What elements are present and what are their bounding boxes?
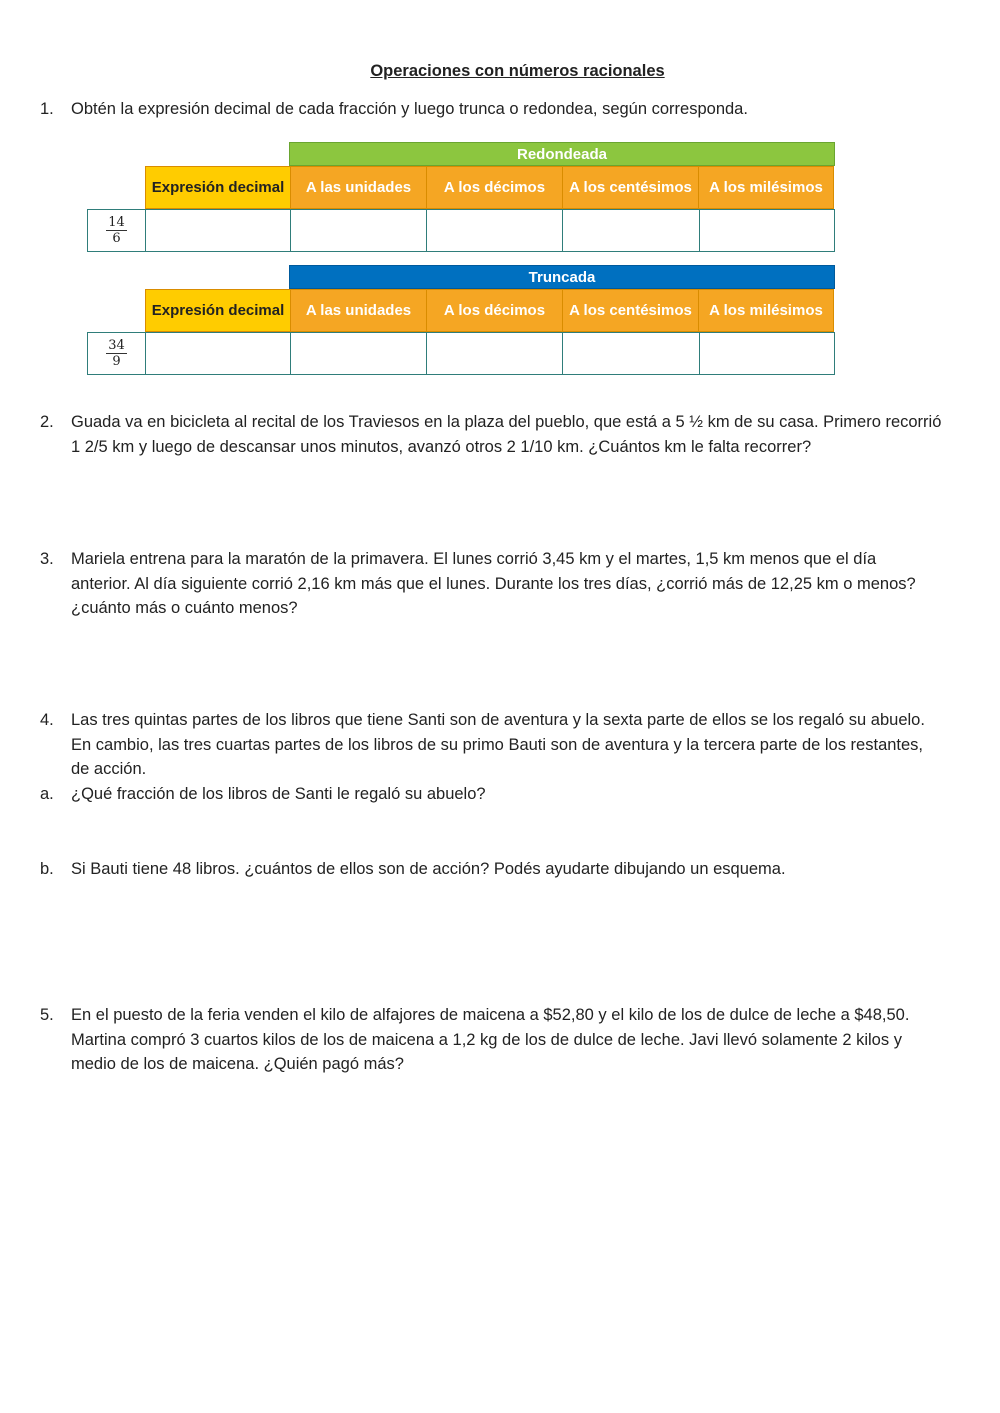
truncated-column-headers <box>145 289 834 332</box>
answer-cell-units[interactable] <box>290 332 426 375</box>
answer-cell-hundredths[interactable] <box>562 209 699 252</box>
text-line: Mariela entrena para la maratón de la primavera. El lunes corrió 3,45 km y el martes, 1,5 km menos que el día <box>71 550 877 568</box>
question-number: 5. <box>40 1006 54 1024</box>
rounded-column-headers <box>145 166 834 209</box>
question-number: 3. <box>40 550 54 568</box>
text-line: Guada va en bicicleta al recital de los Traviesos en la plaza del pueblo, que está a 5 ½ km de su casa. Primero recorrió <box>71 413 942 431</box>
fraction-cell <box>87 332 145 375</box>
question-number: 1. <box>40 100 54 118</box>
header-hundredths: A los centésimos <box>562 289 698 332</box>
fraction-numerator: 34 <box>108 338 125 353</box>
text-line: Martina compró 3 cuartos kilos de los de maicena a 1,2 kg de los de dulce de leche. Javi llevó solamente 2 kilos y <box>71 1030 902 1049</box>
subquestion-letter: b. <box>40 860 54 878</box>
answer-cell-thousandths[interactable] <box>699 332 835 375</box>
header-decimal-expression: Expresión decimal <box>145 289 290 332</box>
fraction <box>106 215 127 246</box>
question-text <box>71 547 955 621</box>
question-text <box>71 1003 955 1077</box>
text-line: Las tres quintas partes de los libros que tiene Santi son de aventura y la sexta parte de ellos se los regaló su abuelo. <box>71 711 925 729</box>
question-3 <box>40 547 955 621</box>
text-line: En cambio, las tres cuartas partes de los libros de su primo Bauti son de aventura y la tercera parte de los restantes, <box>71 735 924 754</box>
header-thousandths: A los milésimos <box>698 289 834 332</box>
text-line: 1 2/5 km y luego de descansar unos minutos, avanzó otros 2 1/10 km. ¿Cuántos km le falta recorrer? <box>71 437 812 456</box>
header-hundredths: A los centésimos <box>562 166 698 209</box>
subquestion-text: ¿Qué fracción de los libros de Santi le regaló su abuelo? <box>71 785 486 803</box>
subquestion-letter: a. <box>40 785 54 803</box>
truncated-data-row <box>87 332 835 375</box>
answer-cell-hundredths[interactable] <box>562 332 699 375</box>
fraction-denominator: 9 <box>112 354 121 369</box>
header-decimal-expression: Expresión decimal <box>145 166 290 209</box>
header-units: A las unidades <box>290 166 426 209</box>
truncated-table <box>87 265 835 375</box>
rounded-band-header: Redondeada <box>289 142 835 166</box>
fraction-cell <box>87 209 145 252</box>
question-5 <box>40 1003 955 1077</box>
question-text <box>71 410 955 459</box>
truncated-band-header: Truncada <box>289 265 835 289</box>
fraction <box>106 338 127 369</box>
text-line: anterior. Al día siguiente corrió 2,16 km más que el lunes. Durante los tres días, ¿corrió más de 12,25 km o menos? <box>71 574 916 593</box>
header-tenths: A los décimos <box>426 166 562 209</box>
question-text: Obtén la expresión decimal de cada fracción y luego trunca o redondea, según corresponda. <box>71 100 748 118</box>
text-line: medio de los de maicena. ¿Quién pagó más? <box>71 1055 404 1073</box>
answer-cell-units[interactable] <box>290 209 426 252</box>
rounded-table <box>87 142 835 252</box>
fraction-numerator: 14 <box>108 215 125 230</box>
question-4 <box>40 708 955 782</box>
question-number: 4. <box>40 711 54 729</box>
answer-cell-tenths[interactable] <box>426 332 562 375</box>
answer-cell-thousandths[interactable] <box>699 209 835 252</box>
question-text <box>71 708 955 782</box>
rounded-data-row <box>87 209 835 252</box>
answer-cell-decimal[interactable] <box>145 209 290 252</box>
answer-cell-tenths[interactable] <box>426 209 562 252</box>
text-line: de acción. <box>71 760 147 778</box>
text-line: ¿cuánto más o cuánto menos? <box>71 599 298 617</box>
page-title: Operaciones con números racionales <box>370 62 665 80</box>
header-units: A las unidades <box>290 289 426 332</box>
fraction-denominator: 6 <box>112 231 121 246</box>
question-4b <box>40 857 955 882</box>
question-1 <box>40 97 955 122</box>
header-thousandths: A los milésimos <box>698 166 834 209</box>
subquestion-text: Si Bauti tiene 48 libros. ¿cuántos de ellos son de acción? Podés ayudarte dibujando un esquema. <box>71 860 786 878</box>
question-number: 2. <box>40 413 54 431</box>
header-tenths: A los décimos <box>426 289 562 332</box>
answer-cell-decimal[interactable] <box>145 332 290 375</box>
question-2 <box>40 410 955 459</box>
question-4a <box>40 782 955 807</box>
text-line: En el puesto de la feria venden el kilo de alfajores de maicena a $52,80 y el kilo de los de dulce de leche a $48,50. <box>71 1006 910 1024</box>
